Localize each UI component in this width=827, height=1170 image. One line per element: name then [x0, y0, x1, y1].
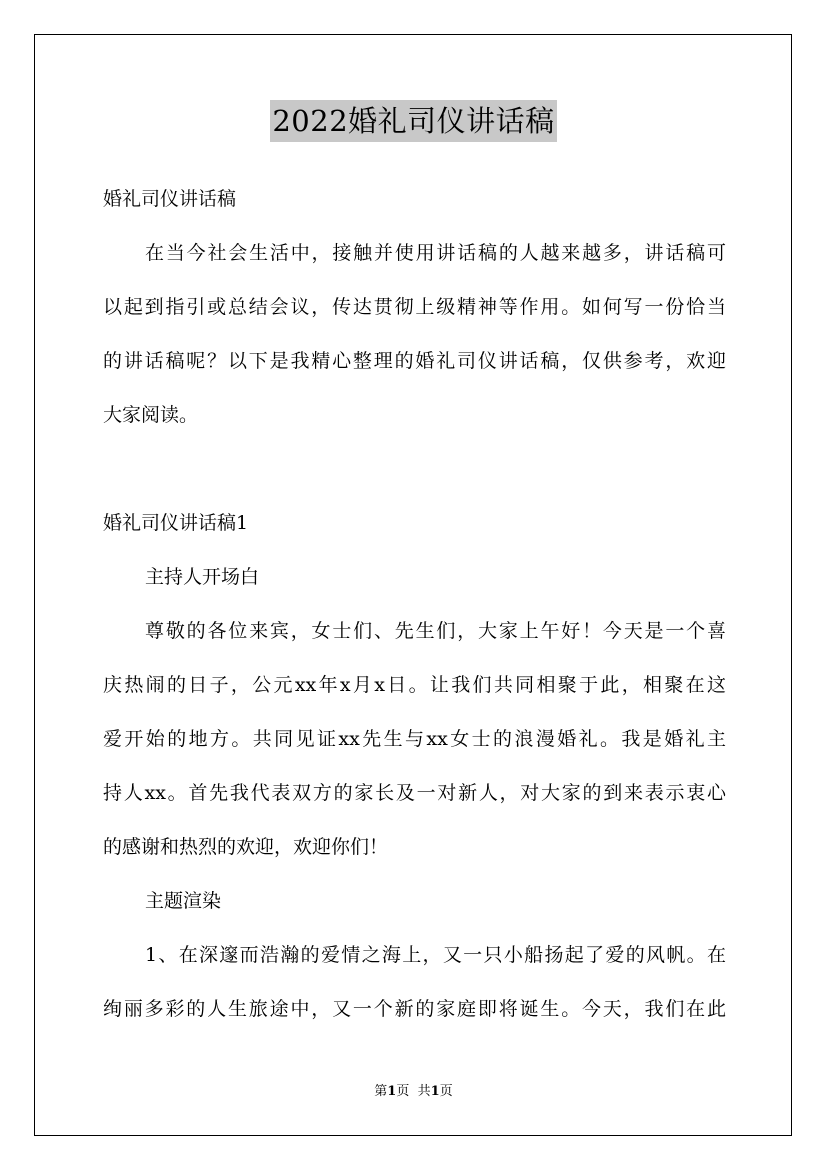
total-prefix: 共	[417, 1084, 431, 1099]
page-footer	[0, 1083, 827, 1101]
opening-line-2: 庆热闹的日子，公元xx年x月x日。让我们共同相聚于此，相聚在这	[103, 674, 726, 696]
intro-line-4: 大家阅读。	[103, 404, 199, 426]
opening-line-1: 尊敬的各位来宾，女士们、先生们，大家上午好！今天是一个喜	[145, 620, 726, 642]
subtitle-line: 婚礼司仪讲话稿	[103, 188, 237, 210]
intro-line-3: 的讲话稿呢？以下是我精心整理的婚礼司仪讲话稿，仅供参考，欢迎	[103, 350, 726, 372]
page-suffix: 页	[396, 1084, 410, 1099]
intro-line-2: 以起到指引或总结会议，传达贯彻上级精神等作用。如何写一份恰当	[103, 296, 726, 318]
opening-line-5: 的感谢和热烈的欢迎，欢迎你们！	[103, 836, 389, 858]
page-number: 1	[387, 1084, 397, 1099]
opening-heading: 主持人开场白	[145, 566, 260, 588]
paragraph-gap	[103, 442, 726, 496]
document-title: 2022婚礼司仪讲话稿	[270, 100, 556, 142]
theme-line-1: 1、在深邃而浩瀚的爱情之海上，又一只小船扬起了爱的风帆。在	[145, 944, 726, 966]
total-suffix: 页	[439, 1084, 453, 1099]
page-prefix: 第	[374, 1084, 388, 1099]
title-area	[0, 100, 827, 142]
document-body	[103, 172, 726, 1036]
total-pages: 1	[430, 1084, 440, 1099]
intro-line-1: 在当今社会生活中，接触并使用讲话稿的人越来越多，讲话稿可	[145, 242, 726, 264]
opening-line-3: 爱开始的地方。共同见证xx先生与xx女士的浪漫婚礼。我是婚礼主	[103, 728, 726, 750]
opening-line-4: 持人xx。首先我代表双方的家长及一对新人，对大家的到来表示衷心	[103, 782, 726, 804]
section-heading: 婚礼司仪讲话稿1	[103, 512, 249, 534]
theme-heading: 主题渲染	[145, 890, 222, 912]
theme-line-2: 绚丽多彩的人生旅途中，又一个新的家庭即将诞生。今天，我们在此	[103, 998, 726, 1020]
